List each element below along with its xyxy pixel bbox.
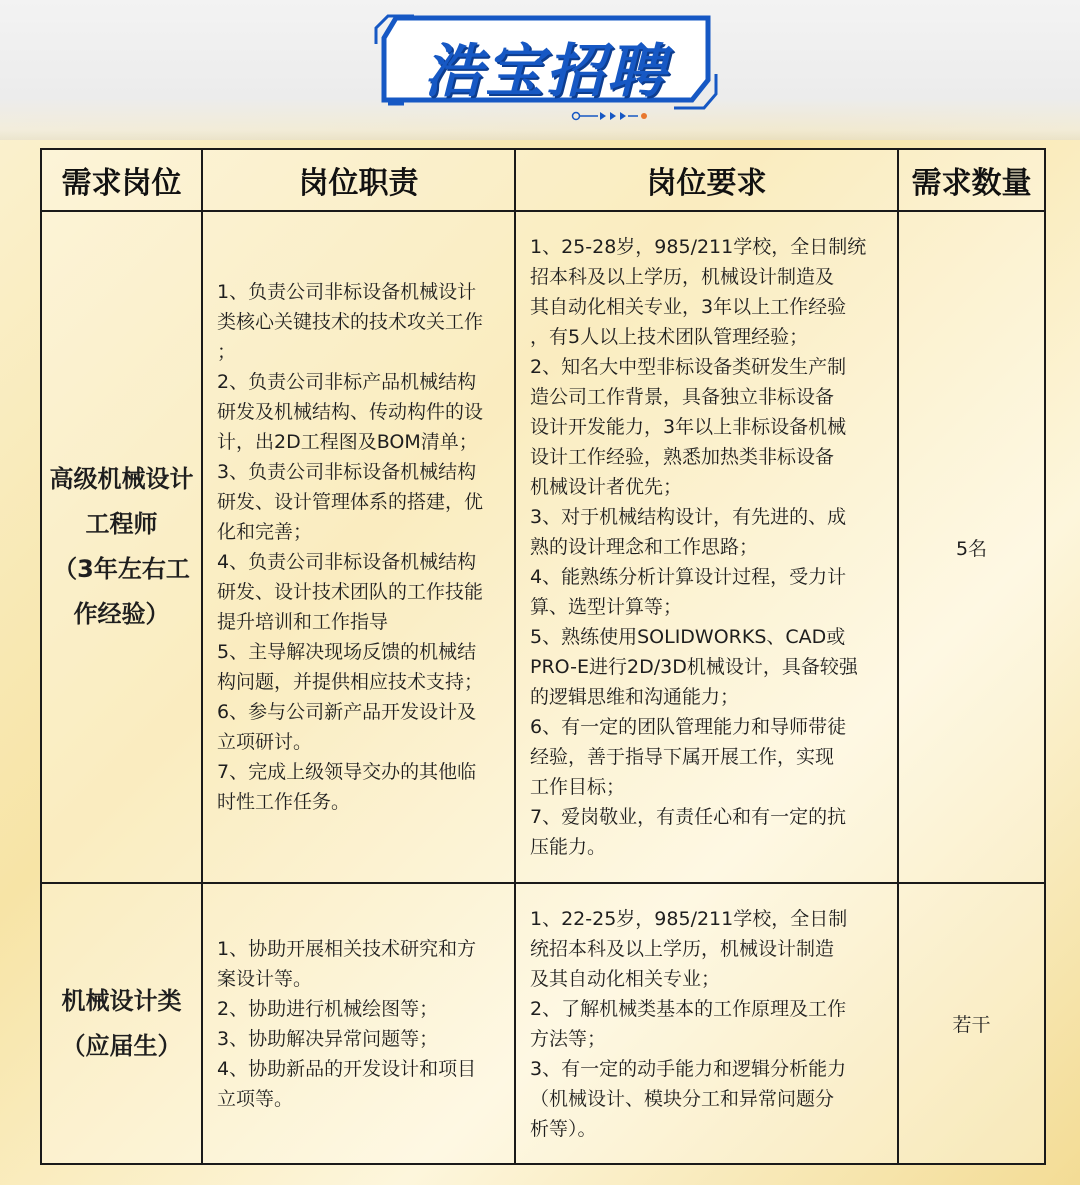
decorative-arrows-icon (570, 110, 660, 122)
requirements-cell-line: 招本科及以上学历，机械设计制造及 (530, 266, 835, 288)
position-cell-line: （3年左右工 (53, 555, 190, 583)
duties-cell-line: 1、协助开展相关技术研究和方 (217, 937, 477, 960)
requirements-cell-line: 机械设计者优先； (530, 476, 683, 498)
position-cell (41, 211, 202, 883)
requirements-cell-line: PRO-E进行2D/3D机械设计，具备较强 (530, 656, 858, 678)
duties-cell-line: 2、协助进行机械绘图等； (217, 997, 439, 1020)
duties-cell-line: 研发及机械结构、传动构件的设 (217, 401, 484, 423)
duties-cell-line: 研发、设计管理体系的搭建，优 (217, 491, 484, 513)
requirements-cell-line: 2、了解机械类基本的工作原理及工作 (530, 997, 847, 1020)
duties-cell-line: 4、协助新品的开发设计和项目 (217, 1057, 477, 1080)
requirements-cell-line: 3、有一定的动手能力和逻辑分析能力 (530, 1057, 847, 1080)
duties-cell-line: 提升培训和工作指导 (217, 611, 389, 633)
requirements-cell-line: 造公司工作背景，具备独立非标设备 (530, 386, 835, 408)
position-cell-line: （应届生） (61, 1031, 182, 1060)
requirements-cell-line: 工作目标； (530, 776, 626, 798)
requirements-cell-line: 设计开发能力，3年以上非标设备机械 (530, 416, 847, 438)
duties-cell-line: 1、负责公司非标设备机械设计 (217, 281, 477, 303)
requirements-cell-line: 经验，善于指导下属开展工作，实现 (530, 746, 835, 768)
header-quantity: 需求数量 (898, 149, 1045, 211)
duties-cell-line: 化和完善； (217, 521, 313, 543)
requirements-cell-line: 6、有一定的团队管理能力和导师带徒 (530, 716, 847, 738)
requirements-cell-line: 4、能熟练分析计算设计过程，受力计 (530, 566, 847, 588)
requirements-cell-line: 析等）。 (530, 1117, 597, 1140)
requirements-cell-line: ，有5人以上技术团队管理经验； (530, 326, 809, 348)
requirements-cell-line: 统招本科及以上学历，机械设计制造 (530, 937, 835, 960)
header-requirements: 岗位要求 (515, 149, 898, 211)
duties-cell (202, 883, 515, 1164)
duties-cell-line: 6、参与公司新产品开发设计及 (217, 701, 477, 723)
duties-cell-line: 案设计等。 (217, 967, 313, 990)
requirements-cell-line: 及其自动化相关专业； (530, 967, 721, 990)
duties-cell-line: 立项等。 (217, 1087, 294, 1110)
table-header-row (41, 149, 1045, 211)
requirements-cell-line: 的逻辑思维和沟通能力； (530, 686, 740, 708)
duties-cell-line: 时性工作任务。 (217, 791, 351, 813)
requirements-cell-line: 算、选型计算等； (530, 596, 683, 618)
duties-cell-line: 立项研讨。 (217, 731, 313, 753)
requirements-cell-line: 方法等； (530, 1027, 607, 1050)
duties-cell-line: 计，出2D工程图及BOM清单； (217, 431, 478, 453)
table-row (41, 883, 1045, 1164)
requirements-cell (515, 211, 898, 883)
requirements-cell-line: 2、知名大中型非标设备类研发生产制 (530, 356, 847, 378)
requirements-cell-line: 5、熟练使用SOLIDWORKS、CAD或 (530, 626, 846, 648)
position-cell-line: 作经验） (73, 600, 170, 628)
requirements-cell-line: 7、爱岗敬业，有责任心和有一定的抗 (530, 806, 847, 828)
position-cell-line: 机械设计类 (61, 986, 182, 1015)
quantity-cell: 5名 (898, 211, 1045, 883)
duties-cell-line: 5、主导解决现场反馈的机械结 (217, 641, 477, 663)
duties-cell-line: 3、协助解决异常问题等； (217, 1027, 439, 1050)
duties-cell-line: 2、负责公司非标产品机械结构 (217, 371, 477, 393)
requirements-cell-line: 其自动化相关专业，3年以上工作经验 (530, 296, 847, 318)
duties-cell (202, 211, 515, 883)
title-badge (374, 14, 718, 110)
duties-cell-line: 3、负责公司非标设备机械结构 (217, 461, 477, 483)
duties-cell-line: 4、负责公司非标设备机械结构 (217, 551, 477, 573)
duties-cell-line: 类核心关键技术的技术攻关工作 (217, 311, 484, 333)
duties-cell-line: ； (217, 341, 237, 363)
header-duties: 岗位职责 (202, 149, 515, 211)
position-cell-line: 工程师 (85, 510, 158, 538)
duties-cell-line: 7、完成上级领导交办的其他临 (217, 761, 477, 783)
requirements-cell-line: 1、25-28岁，985/211学校，全日制统 (530, 236, 867, 258)
requirements-cell-line: 1、22-25岁，985/211学校，全日制 (530, 907, 848, 930)
duties-cell-line: 研发、设计技术团队的工作技能 (217, 581, 484, 603)
requirements-cell-line: 设计工作经验，熟悉加热类非标设备 (530, 446, 835, 468)
requirements-cell-line: 3、对于机械结构设计，有先进的、成 (530, 506, 847, 528)
recruitment-table (40, 148, 1046, 1165)
table-row (41, 211, 1045, 883)
page-title: 浩宝招聘 (423, 37, 668, 105)
requirements-cell-line: 熟的设计理念和工作思路； (530, 536, 759, 558)
position-cell (41, 883, 202, 1164)
duties-cell-line: 构问题，并提供相应技术支持； (217, 671, 484, 693)
header-position: 需求岗位 (41, 149, 202, 211)
requirements-cell-line: 压能力。 (530, 836, 607, 858)
quantity-cell: 若干 (898, 883, 1045, 1164)
requirements-cell-line: （机械设计、模块分工和异常问题分 (530, 1087, 835, 1110)
position-cell-line: 高级机械设计 (49, 465, 194, 493)
requirements-cell (515, 883, 898, 1164)
